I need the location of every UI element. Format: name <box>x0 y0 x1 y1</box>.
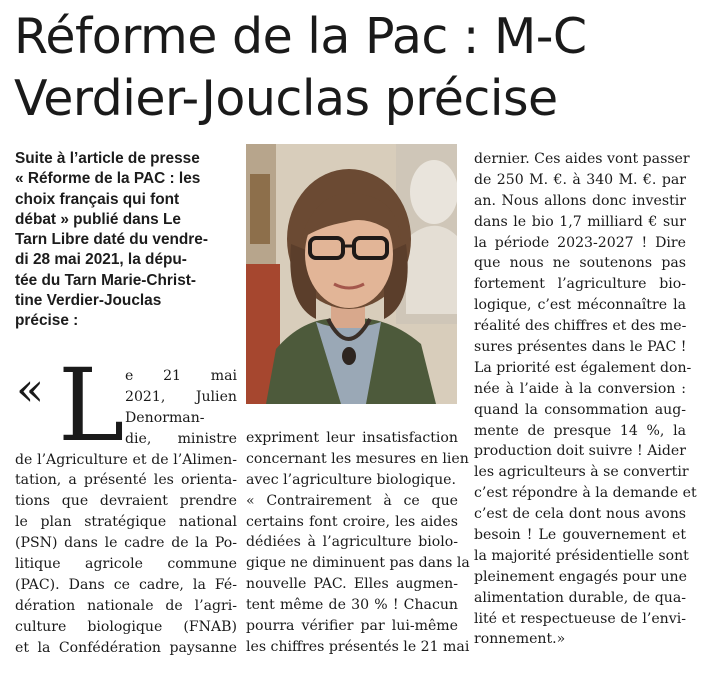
headline <box>14 6 694 130</box>
article-line: la majorité présidentielle sont <box>474 547 689 564</box>
article-line: pourra vérifier par lui-même <box>246 618 458 635</box>
article-line: nouvelle PAC. Elles augmen- <box>246 576 458 593</box>
article-line: pleinement engagés pour une <box>474 568 687 585</box>
article-line: « Contrairement à ce que <box>246 492 458 509</box>
article-line: tions que devraient prendre <box>15 493 237 510</box>
intro-line: Tarn Libre daté du vendre- <box>15 231 208 249</box>
article-line: dédiées à l’agriculture biolo- <box>246 534 458 551</box>
article-line: concernant les mesures en lien <box>246 450 469 467</box>
article-line: production doit suivre ! Aider <box>474 443 686 460</box>
article-line: tent même de 30 % ! Chacun <box>246 597 458 614</box>
article-line: besoin ! Le gouvernement et <box>474 527 686 544</box>
article-line: les agriculteurs à se convertir <box>474 464 689 481</box>
drop-cap-letter: L <box>58 347 125 464</box>
article-line: et la Confédération paysanne <box>15 639 237 656</box>
article-line: tation, a présenté les orienta- <box>15 472 237 489</box>
article-line: que nous ne soutenons pas <box>474 255 686 272</box>
article-line: née à l’aide à la conversion : <box>474 380 686 397</box>
article-line: c’est répondre à la demande et <box>474 485 697 502</box>
article-line: expriment leur insatisfaction <box>246 430 458 446</box>
article-line: e 21 mai <box>125 368 237 384</box>
article-line: quand la consommation aug- <box>474 401 686 418</box>
article-line: c’est de cela dont nous avons <box>474 506 686 523</box>
article-line: de l’Agriculture et de l’Alimen- <box>15 451 237 468</box>
article-line: 2021, Julien <box>125 388 237 405</box>
intro-line: di 28 mai 2021, la dépu- <box>15 251 187 269</box>
article-column-1 <box>15 362 237 658</box>
article-line: la période 2023-2027 ! Dire <box>474 234 686 251</box>
article-line: culture biologique (FNAB) <box>15 618 237 635</box>
article-line: réalité des chiffres et des me- <box>474 318 687 335</box>
article-line: Denorman- <box>125 409 205 426</box>
article-line: fortement l’agriculture bio- <box>474 276 686 293</box>
article-line: avec l’agriculture biologique. <box>246 471 456 488</box>
article-line: litique agricole commune <box>15 556 237 573</box>
article-line: de 250 M. €. à 340 M. €. par <box>474 171 686 188</box>
article-line: logique, c’est méconnaître la <box>474 297 686 314</box>
article-column-3 <box>474 149 697 650</box>
article-column-2 <box>246 428 470 658</box>
article-line: dans le bio 1,7 milliard € sur <box>474 213 686 230</box>
article-line: (PAC). Dans ce cadre, la Fé- <box>15 576 237 593</box>
intro-line: « Réforme de la PAC : les <box>15 170 201 188</box>
headline-line-2: Verdier-Jouclas précise <box>14 70 558 127</box>
intro-line: tine Verdier-Jouclas <box>15 292 162 310</box>
intro-line: Suite à l’article de presse <box>15 150 200 167</box>
article-line: certains font croire, les aides <box>246 513 458 530</box>
article-line: La priorité est également don- <box>474 359 692 376</box>
article-line: les chiffres présentés le 21 mai <box>246 638 470 655</box>
article-line: dération nationale de l’agri- <box>15 597 237 614</box>
article-line: sures présentes dans le PAC ! <box>474 339 687 356</box>
article-line: gique ne diminuent pas dans la <box>246 555 470 572</box>
article-line: lité et respectueuse de l’envi- <box>474 610 686 627</box>
portrait-photo <box>246 144 457 404</box>
intro-line: tée du Tarn Marie-Christ- <box>15 271 197 289</box>
opening-quote-mark: « <box>16 362 45 416</box>
intro-line: choix français qui font <box>15 190 180 208</box>
headline-line-1: Réforme de la Pac : M-C <box>14 8 587 65</box>
article-line: ronnement.» <box>474 631 566 648</box>
intro-line: précise : <box>15 312 79 330</box>
article-line: le plan stratégique national <box>15 514 237 531</box>
article-line: an. Nous allons donc investir <box>474 192 686 209</box>
article-line: dernier. Ces aides vont passer <box>474 151 690 167</box>
article-line: mente de presque 14 %, la <box>474 422 686 439</box>
intro-paragraph <box>15 149 233 332</box>
intro-line: débat » publié dans Le <box>15 210 181 228</box>
article-line: alimentation durable, de qua- <box>474 589 686 606</box>
article-line: die, ministre <box>125 430 237 447</box>
article-line: (PSN) dans le cadre de la Po- <box>15 535 237 552</box>
